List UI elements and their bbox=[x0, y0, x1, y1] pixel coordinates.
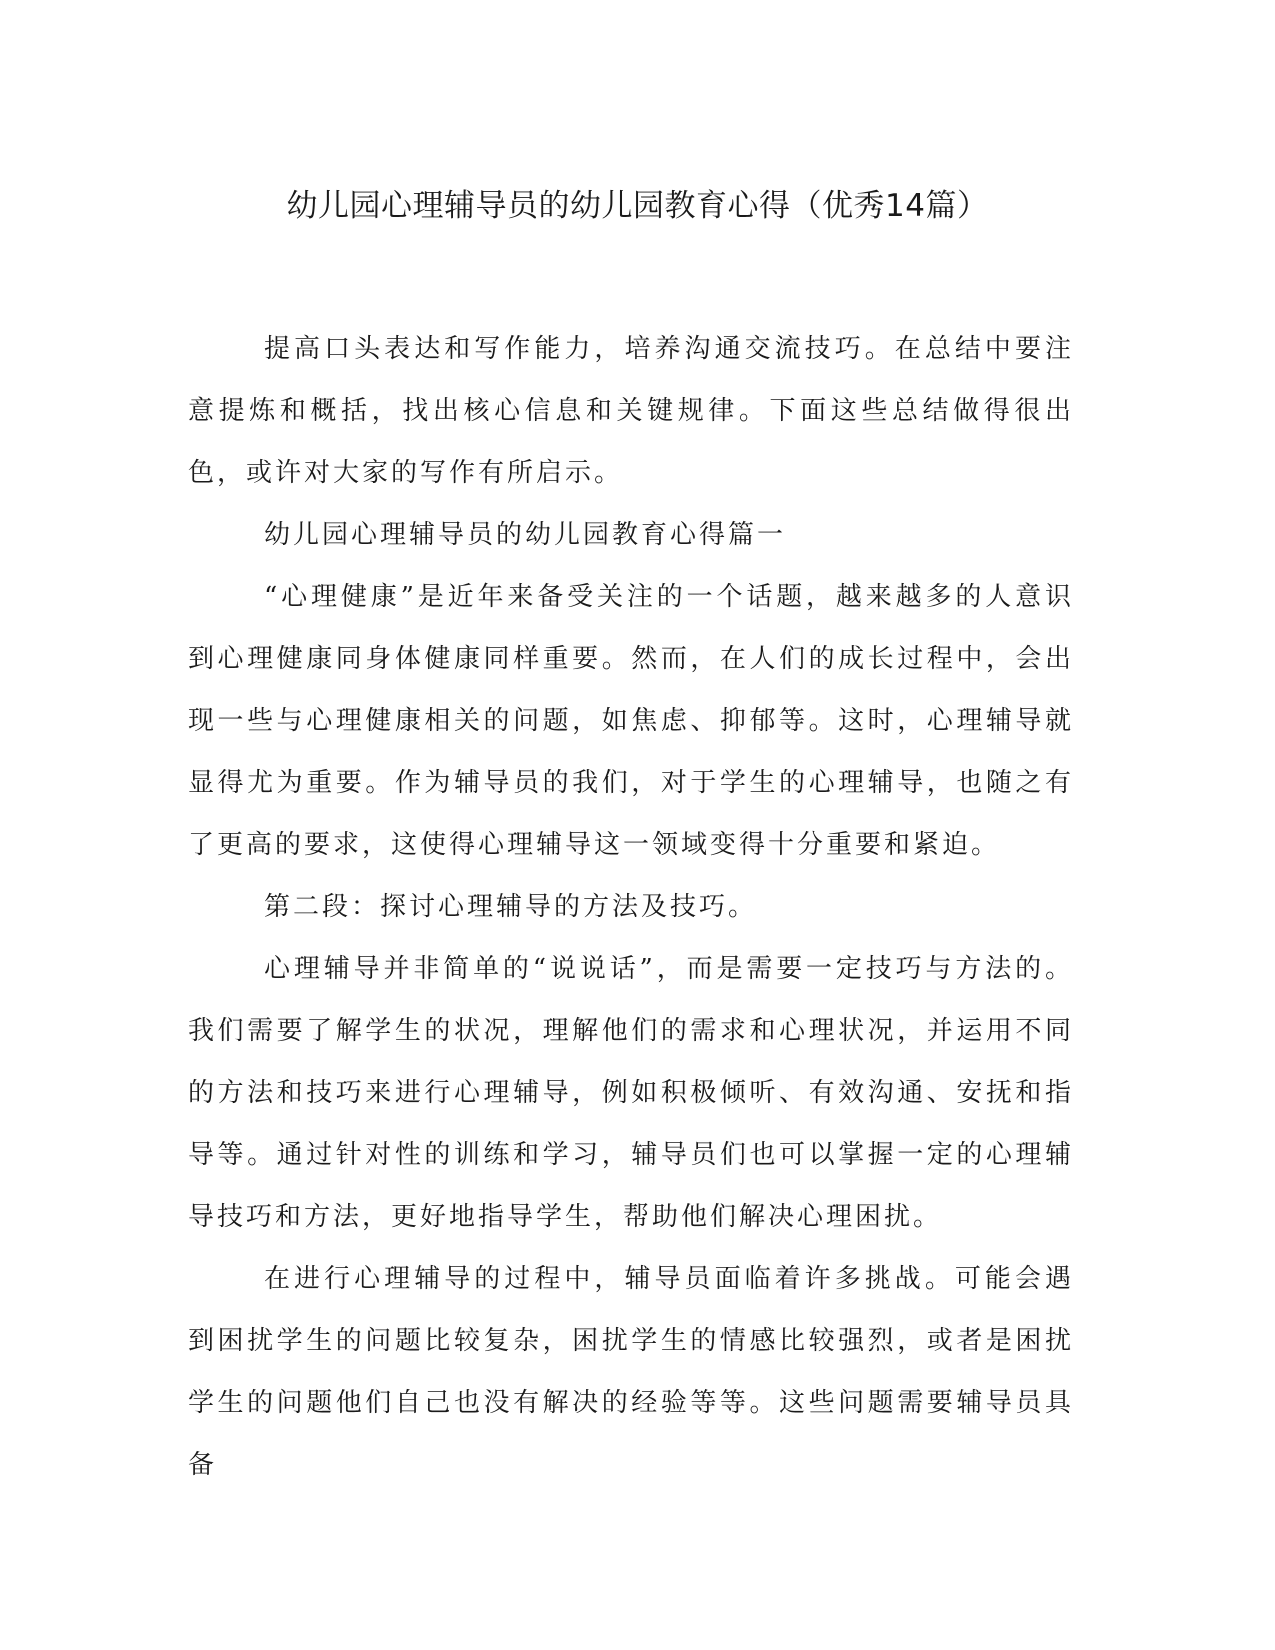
paragraph: “心理健康”是近年来备受关注的一个话题，越来越多的人意识到心理健康同身体健康同样重要。然而，在人们的成长过程中，会出现一些与心理健康相关的问题，如焦虑、抑郁等。这时，心理辅导就显得尤为重要。作为辅导员的我们，对于学生的心理辅导，也随之有了更高的要求，这使得心理辅导这一领域变得十分重要和紧迫。 bbox=[188, 582, 1074, 860]
paragraph: 在进行心理辅导的过程中，辅导员面临着许多挑战。可能会遇到困扰学生的问题比较复杂，困扰学生的情感比较强烈，或者是困扰学生的问题他们自己也没有解决的经验等等。这些问题需要辅导员具备 bbox=[188, 1264, 1074, 1480]
section-heading: 第二段：探讨心理辅导的方法及技巧。 bbox=[264, 892, 758, 922]
document-body bbox=[188, 318, 1074, 1496]
document-title: 幼儿园心理辅导员的幼儿园教育心得（优秀14篇） bbox=[286, 188, 989, 224]
section-heading: 幼儿园心理辅导员的幼儿园教育心得篇一 bbox=[264, 520, 787, 550]
paragraph-intro: 提高口头表达和写作能力，培养沟通交流技巧。在总结中要注意提炼和概括，找出核心信息和关键规律。下面这些总结做得很出色，或许对大家的写作有所启示。 bbox=[188, 334, 1074, 488]
paragraph: 心理辅导并非简单的“说说话”，而是需要一定技巧与方法的。我们需要了解学生的状况，理解他们的需求和心理状况，并运用不同的方法和技巧来进行心理辅导，例如积极倾听、有效沟通、安抚和指导等。通过针对性的训练和学习，辅导员们也可以掌握一定的心理辅导技巧和方法，更好地指导学生，帮助他们解决心理困扰。 bbox=[188, 954, 1074, 1232]
